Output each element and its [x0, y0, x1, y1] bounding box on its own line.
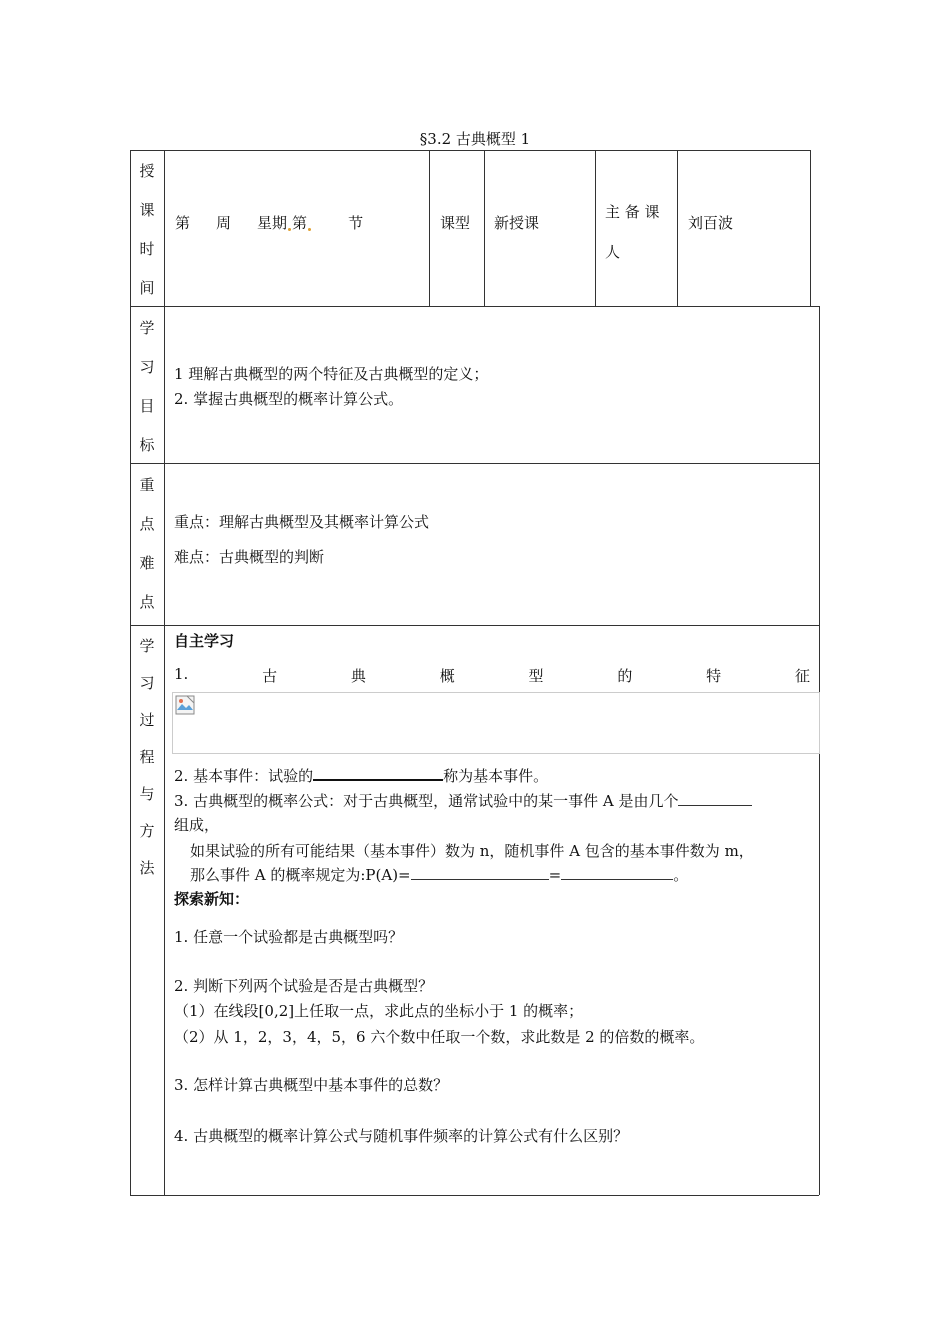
lesson-type-label: 课型 — [440, 214, 471, 232]
explore-item: 3. 怎样计算古典概型中基本事件的总数？ — [174, 1076, 449, 1094]
schedule-row-label: 授 课 时 间 — [139, 162, 155, 297]
q2-blank[interactable] — [313, 765, 443, 781]
page-title: §3.2 古典概型 1 — [419, 130, 531, 148]
table-border — [429, 150, 430, 306]
broken-image-icon — [175, 695, 195, 715]
schedule-field: 第 周 星期 第 节 — [175, 214, 364, 232]
table-border — [130, 625, 819, 626]
process-row-label: 学 习 过 程 与 方 法 — [139, 637, 155, 877]
table-border — [130, 306, 819, 307]
preparer-label: 主 备 课 人 — [605, 203, 660, 261]
table-border — [484, 150, 485, 306]
goal-item: 2. 掌握古典概型的概率计算公式。 — [174, 390, 404, 408]
image-placeholder — [172, 692, 820, 754]
q3-blank[interactable] — [678, 791, 752, 806]
keypoints-row-label: 重 点 难 点 — [139, 476, 155, 611]
q3-line2: 组成， — [174, 816, 220, 834]
explore-item: 2. 判断下列两个试验是否是古典概型？ — [174, 977, 434, 995]
table-border — [595, 150, 596, 306]
explore-subitem: （1）在线段[0,2]上任取一点，求此点的坐标小于 1 的概率； — [174, 1002, 584, 1020]
preparer-name: 刘百波 — [688, 214, 734, 232]
probability-blank-1[interactable] — [411, 865, 549, 880]
explore-item: 4. 古典概型的概率计算公式与随机事件频率的计算公式有什么区别？ — [174, 1127, 629, 1145]
goals-row-label: 学 习 目 标 — [139, 319, 155, 454]
explore-item: 1. 任意一个试验都是古典概型吗？ — [174, 928, 404, 946]
self-study-heading: 自主学习 — [174, 632, 235, 650]
q3-line1: 3. 古典概型的概率公式：对于古典概型，通常试验中的某一事件 A 是由几个 — [174, 790, 752, 811]
table-border — [130, 150, 810, 151]
table-border — [677, 150, 678, 306]
q3-line4: 那么事件 A 的概率规定为:P(A)= = 。 — [190, 866, 689, 884]
difficulty-point: 难点：古典概型的判断 — [174, 548, 325, 566]
goal-item: 1 理解古典概型的两个特征及古典概型的定义； — [174, 365, 489, 383]
table-border — [810, 150, 811, 306]
table-border — [130, 1195, 819, 1196]
table-border — [164, 150, 165, 1195]
lesson-type-value: 新授课 — [494, 214, 540, 232]
q1-justified-line: 1. 古 典 概 型 的 特 征 — [174, 665, 810, 685]
q3-line3: 如果试验的所有可能结果（基本事件）数为 n，随机事件 A 包含的基本事件数为 m， — [190, 842, 754, 860]
explore-subitem: （2）从 1，2，3，4，5，6 六个数中任取一个数，求此数是 2 的倍数的概率。 — [174, 1028, 705, 1046]
explore-heading: 探索新知： — [174, 890, 250, 908]
probability-blank-2[interactable] — [561, 865, 673, 880]
q2-line: 2. 基本事件：试验的 称为基本事件。 — [174, 767, 549, 785]
focus-point: 重点：理解古典概型及其概率计算公式 — [174, 513, 430, 531]
table-border — [130, 463, 819, 464]
